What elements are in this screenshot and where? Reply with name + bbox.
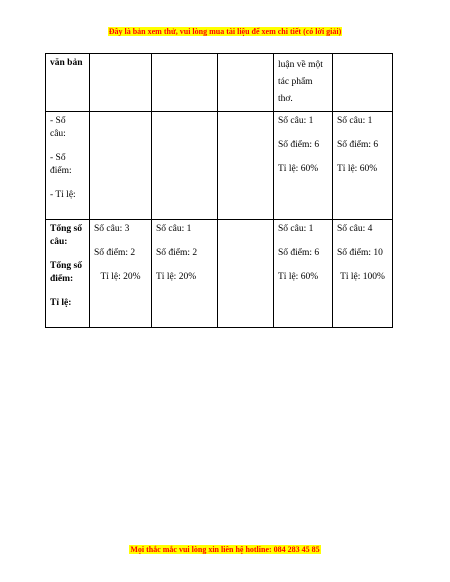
cell-line: Tỉ lệ: 100% — [340, 272, 385, 282]
table-row — [46, 54, 393, 112]
table-cell — [152, 54, 218, 112]
cell-line: Tỉ lệ: 60% — [278, 164, 319, 174]
cell-line: luận về một — [278, 60, 323, 70]
hotline-notice-text: Mọi thắc mắc vui lòng xin liên hệ hotline: 084 283 45 85 — [130, 545, 320, 554]
table-cell — [46, 54, 90, 112]
table-cell — [218, 54, 274, 112]
cell-line: Số điểm: 10 — [337, 248, 383, 258]
cell-line: Tỉ lệ: 60% — [278, 272, 319, 282]
table-cell — [218, 220, 274, 328]
cell-line: điểm: — [50, 166, 72, 176]
cell-line: Số câu: 4 — [337, 224, 373, 234]
cell-line: Số câu: 3 — [94, 224, 130, 234]
table-cell — [274, 220, 333, 328]
cell-line: Số câu: 1 — [278, 116, 314, 126]
cell-line: Tổng số — [50, 261, 82, 271]
table-cell — [152, 112, 218, 220]
row-label: văn bản — [50, 58, 83, 68]
cell-line: thơ. — [278, 94, 293, 104]
cell-line: Số câu: 1 — [337, 116, 373, 126]
cell-line: Tỉ lệ: 60% — [337, 164, 378, 174]
table-cell — [333, 54, 393, 112]
cell-line: Số điểm: 2 — [94, 248, 136, 258]
cell-line: điểm: — [50, 274, 74, 284]
cell-line: Tỉ lệ: — [50, 298, 72, 308]
hotline-notice-banner — [0, 545, 450, 554]
table-cell — [90, 54, 152, 112]
cell-line: Số câu: 1 — [278, 224, 314, 234]
cell-line: Số câu: 1 — [156, 224, 192, 234]
table-cell — [152, 220, 218, 328]
cell-line: câu: — [50, 129, 66, 139]
cell-line: - Số — [50, 153, 66, 163]
table-cell — [90, 112, 152, 220]
cell-line: Số điểm: 6 — [278, 248, 320, 258]
table-cell — [46, 220, 90, 328]
cell-line: - Tỉ lệ: — [50, 190, 76, 200]
cell-line: Số điểm: 2 — [156, 248, 198, 258]
cell-line: Tỉ lệ: 20% — [100, 272, 141, 282]
cell-line: tác phẩm — [278, 77, 313, 87]
table-cell — [274, 112, 333, 220]
cell-line: - Số — [50, 116, 66, 126]
preview-notice-banner — [0, 27, 450, 36]
table-cell — [274, 54, 333, 112]
table-row — [46, 220, 393, 328]
cell-line: Tổng số — [50, 224, 82, 234]
assessment-matrix-table — [45, 53, 393, 328]
cell-line: Số điểm: 6 — [278, 140, 320, 150]
table-cell — [218, 112, 274, 220]
preview-notice-text: Đây là bản xem thử, vui lòng mua tài liệu để xem chi tiết (có lời giải) — [108, 27, 342, 36]
cell-line: câu: — [50, 237, 68, 247]
table-cell — [333, 112, 393, 220]
cell-line: Số điểm: 6 — [337, 140, 379, 150]
table-cell — [90, 220, 152, 328]
table-cell — [333, 220, 393, 328]
table-row — [46, 112, 393, 220]
cell-line: Tỉ lệ: 20% — [156, 272, 197, 282]
table-cell — [46, 112, 90, 220]
